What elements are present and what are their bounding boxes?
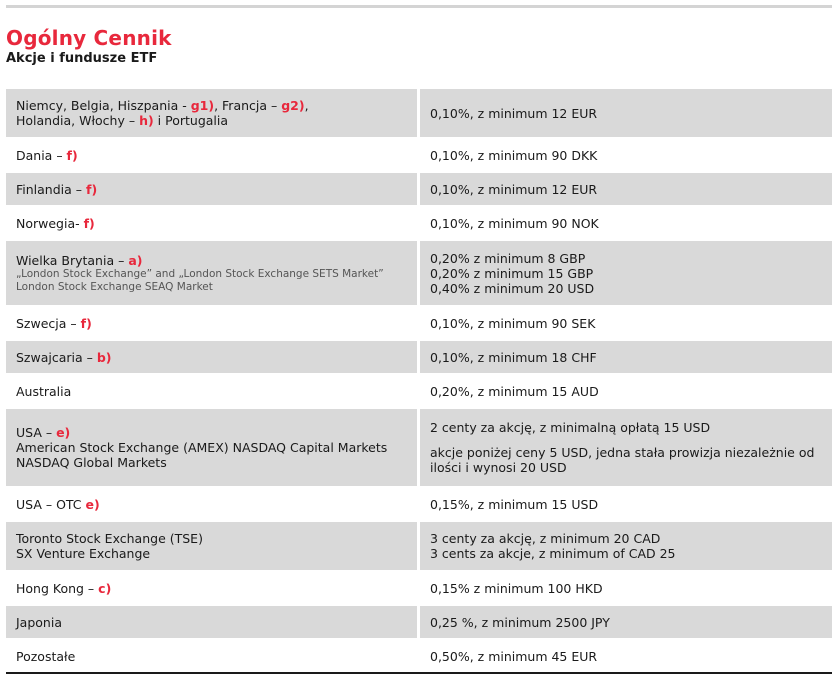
country-cell [6, 241, 417, 305]
fee-cell [420, 375, 832, 407]
fee-cell [420, 572, 832, 604]
fee-text: 0,10%, z minimum 12 EUR [430, 181, 598, 197]
country-cell [6, 409, 417, 486]
page-title: Ogólny Cennik [6, 26, 172, 50]
country-text: Norwegia- [16, 215, 84, 231]
fee-text: 3 centy za akcję, z minimum 20 CAD [430, 531, 661, 546]
footnote-ref: g1) [190, 98, 215, 113]
fee-text: 0,50%, z minimum 45 EUR [430, 648, 598, 664]
fee-cell [420, 640, 832, 672]
fee-text: 0,10%, z minimum 90 NOK [430, 215, 599, 231]
country-line [16, 98, 407, 113]
footnote-ref: f) [66, 147, 78, 163]
table-row [6, 488, 832, 522]
fee-cell [420, 606, 832, 638]
country-text: Toronto Stock Exchange (TSE) [16, 531, 203, 546]
country-cell [6, 341, 417, 373]
country-cell [6, 522, 417, 570]
country-cell [6, 375, 417, 407]
fee-cell [420, 522, 832, 570]
fee-cell [420, 341, 832, 373]
table-row [6, 606, 832, 640]
country-text: , Francja – [214, 98, 282, 113]
table-row [6, 375, 832, 409]
country-text: Szwecja – [16, 315, 81, 331]
table-row [6, 173, 832, 207]
fee-text: 0,20%, z minimum 15 AUD [430, 383, 599, 399]
country-cell [6, 173, 417, 205]
fee-cell [420, 488, 832, 520]
country-cell [6, 488, 417, 520]
footnote-ref: c) [98, 580, 112, 596]
fee-text: 2 centy za akcję, z minimalną opłatą 15 USD [430, 420, 711, 435]
fee-cell [420, 409, 832, 486]
footnote-ref: e) [56, 425, 71, 440]
footnote-ref: a) [128, 252, 143, 268]
fee-cell [420, 173, 832, 205]
table-row [6, 522, 832, 572]
country-text: Japonia [16, 614, 62, 630]
country-text: USA – OTC [16, 496, 86, 512]
footnote-ref: g2) [281, 98, 305, 113]
country-text: SX Venture Exchange [16, 546, 151, 561]
table-row [6, 139, 832, 173]
fee-text: ilości i wynosi 20 USD [430, 460, 567, 475]
exchange-text: London Stock Exchange SEAQ Market [16, 280, 213, 293]
exchange-text: „London Stock Exchange” and „London Stock Exchange SETS Market” [16, 267, 384, 280]
fee-text: 0,25 %, z minimum 2500 JPY [430, 614, 610, 630]
fee-text: 0,20% z minimum 15 GBP [430, 265, 594, 281]
table-row [6, 640, 832, 674]
country-text: Niemcy, Belgia, Hiszpania - [16, 98, 191, 113]
fee-text: 0,15% z minimum 100 HKD [430, 580, 603, 596]
country-text: Dania – [16, 147, 67, 163]
fee-cell [420, 307, 832, 339]
footnote-ref: h) [139, 113, 154, 128]
fee-text: 3 cents za akcje, z minimum of CAD 25 [430, 546, 676, 561]
exchange-text: NASDAQ Global Markets [16, 455, 167, 470]
country-cell [6, 606, 417, 638]
spacer [430, 435, 822, 445]
country-text: Finlandia – [16, 181, 86, 197]
table-row [6, 341, 832, 375]
country-cell [6, 640, 417, 672]
fee-cell [420, 241, 832, 305]
table-row [6, 207, 832, 241]
table-row [6, 89, 832, 139]
country-text: Holandia, Włochy – [16, 113, 140, 128]
table-row [6, 572, 832, 606]
exchange-text: American Stock Exchange (AMEX) NASDAQ Capital Markets [16, 440, 388, 455]
fee-text: 0,10%, z minimum 90 SEK [430, 315, 596, 331]
table-row [6, 307, 832, 341]
country-text: USA – [16, 425, 57, 440]
country-text: Szwajcaria – [16, 349, 97, 365]
country-text: , [304, 98, 309, 113]
country-text: Pozostałe [16, 648, 76, 664]
footnote-ref: f) [86, 181, 98, 197]
footnote-ref: f) [83, 215, 95, 231]
footnote-ref: e) [85, 496, 100, 512]
footnote-ref: b) [96, 349, 112, 365]
fee-text: 0,40% z minimum 20 USD [430, 280, 595, 296]
country-text: Hong Kong – [16, 580, 99, 596]
country-cell [6, 139, 417, 171]
country-cell [6, 89, 417, 137]
fee-cell [420, 207, 832, 239]
country-cell [6, 307, 417, 339]
fee-text: 0,10%, z minimum 18 CHF [430, 349, 597, 365]
country-cell [6, 207, 417, 239]
fee-text: 0,20% z minimum 8 GBP [430, 250, 586, 266]
fee-text: 0,15%, z minimum 15 USD [430, 496, 599, 512]
country-cell [6, 572, 417, 604]
country-text: Wielka Brytania – [16, 252, 129, 268]
fee-text: 0,10%, z minimum 12 EUR [430, 105, 598, 121]
country-text: i Portugalia [153, 113, 229, 128]
footnote-ref: f) [80, 315, 92, 331]
table-row [6, 409, 832, 488]
country-line [16, 113, 407, 128]
country-text: Australia [16, 383, 72, 399]
fee-text: 0,10%, z minimum 90 DKK [430, 147, 598, 163]
table-row [6, 241, 832, 307]
fee-cell [420, 89, 832, 137]
fee-table [6, 89, 832, 674]
fee-text: akcje poniżej ceny 5 USD, jedna stała prowizja niezależnie od [430, 445, 815, 460]
top-divider [6, 5, 832, 8]
fee-cell [420, 139, 832, 171]
page-subtitle: Akcje i fundusze ETF [6, 51, 158, 66]
